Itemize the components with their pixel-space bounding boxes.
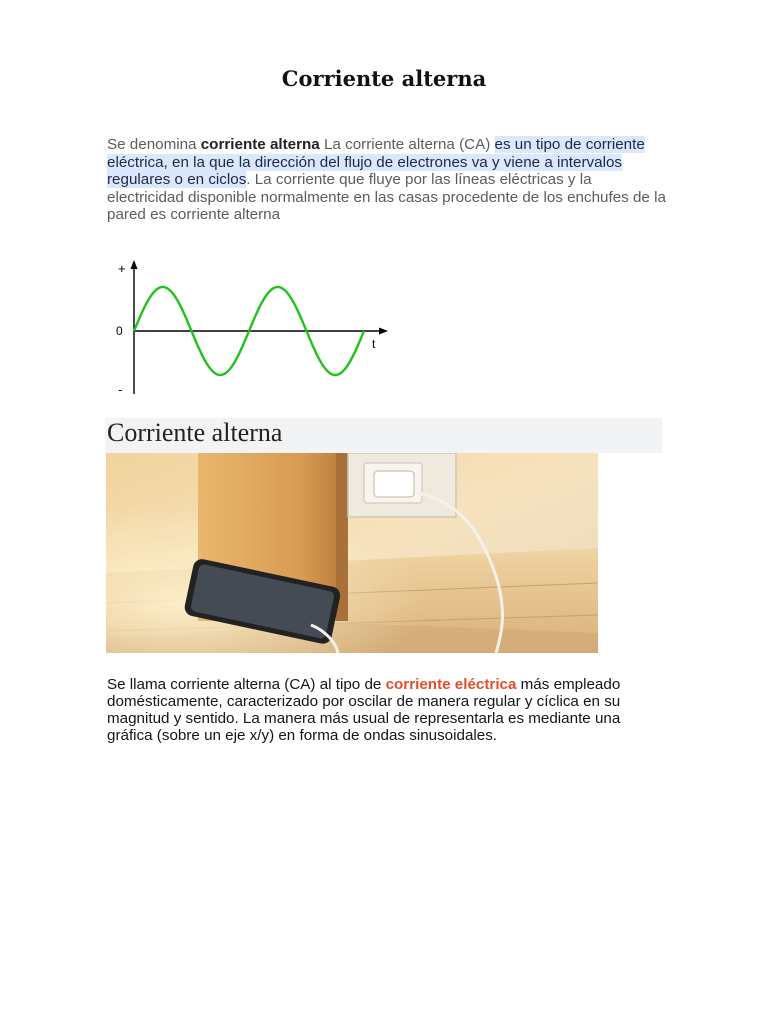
y-label-plus: + — [118, 261, 126, 276]
body-paragraph — [107, 676, 667, 744]
corriente-electrica-link[interactable]: corriente eléctrica — [385, 676, 517, 693]
intro-paragraph — [107, 136, 667, 224]
intro-highlight: es un tipo de corriente eléctrica, en la que la dirección del flujo de electrones va y viene a intervalos regulares o en ciclos — [107, 136, 645, 188]
y-label-minus: - — [118, 382, 123, 397]
section-heading: Corriente alterna — [107, 418, 283, 447]
intro-bold-term: corriente alterna — [200, 136, 320, 153]
page-title: Corriente alterna — [281, 66, 487, 91]
sine-wave-graph — [110, 258, 400, 398]
x-axis-arrow — [379, 328, 388, 335]
x-label-t: t — [372, 337, 376, 351]
outlet-charger-photo — [106, 453, 598, 653]
intro-mid: La corriente alterna (CA) — [319, 136, 495, 153]
intro-suffix: . La corriente que fluye por las líneas eléctricas y la electricidad disponible normalmente en las casas procedente de los enchufes de la pared es corriente alterna — [107, 171, 666, 223]
intro-prefix: Se denomina — [107, 136, 201, 153]
y-axis-arrow — [131, 260, 138, 269]
body-suffix: más empleado domésticamente, caracterizado por oscilar de manera regular y cíclica en su magnitud y sentido. La manera más usual de representarla es mediante una gráfica (sobre un eje x/y) en forma de ondas sinusoidales. — [107, 676, 621, 744]
body-prefix: Se llama corriente alterna (CA) al tipo de — [107, 676, 386, 693]
y-label-zero: 0 — [116, 324, 123, 338]
